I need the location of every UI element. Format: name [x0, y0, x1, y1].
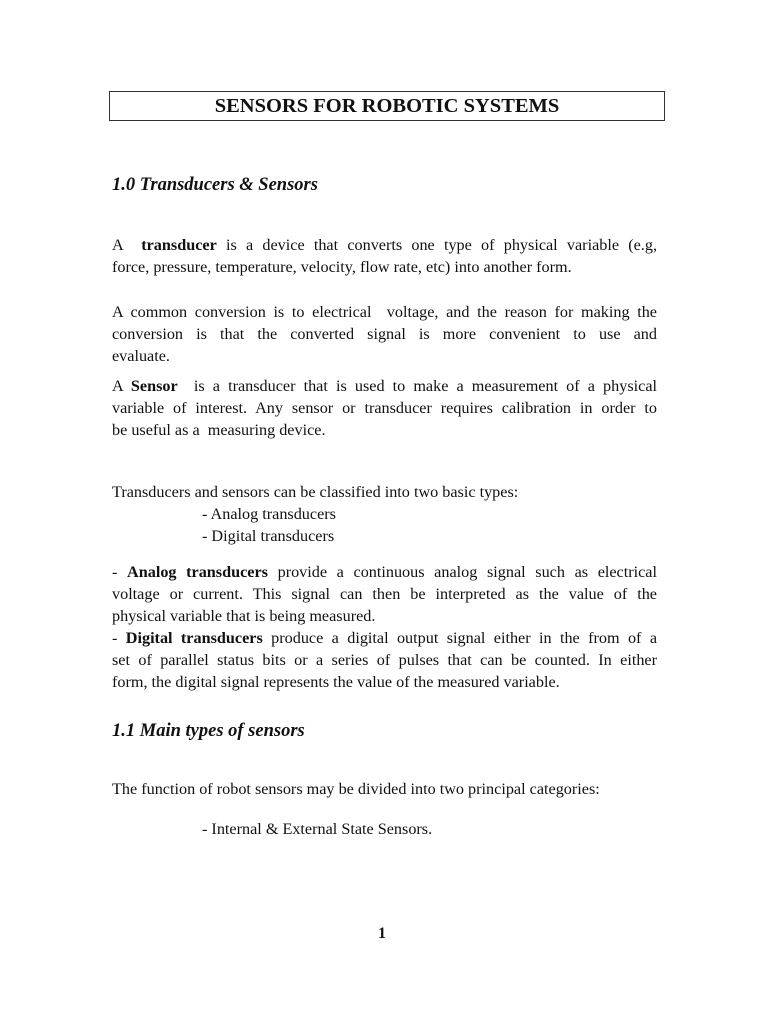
- text-run: is a transducer that is used to make a measurement of a physical: [177, 377, 657, 395]
- text-line: [112, 301, 657, 323]
- text-run: Transducers and sensors can be classified into two basic types:: [112, 483, 519, 501]
- text-line: [112, 256, 657, 278]
- text-run: The function of robot sensors may be divided into two principal categories:: [112, 780, 600, 798]
- text-line: [112, 397, 657, 419]
- text-line: [112, 345, 657, 367]
- text-run: physical variable that is being measured.: [112, 607, 376, 625]
- text-line: [112, 481, 657, 503]
- text-line: [112, 323, 657, 345]
- bold-term: Sensor: [130, 377, 178, 395]
- text-run: be useful as a measuring device.: [112, 421, 326, 439]
- text-run: A: [112, 377, 131, 395]
- list-item-state-sensors: - Internal & External State Sensors.: [202, 820, 433, 838]
- text-line: [112, 419, 657, 441]
- text-run: variable of interest. Any sensor or transducer requires calibration in order to: [112, 399, 657, 417]
- text-line: [112, 375, 657, 397]
- text-run: A common conversion is to electrical voltage, and the reason for making the: [112, 303, 657, 321]
- text-run: set of parallel status bits or a series of pulses that can be counted. In either: [112, 651, 657, 669]
- paragraph-classification: [112, 481, 657, 503]
- text-run: -: [112, 629, 126, 647]
- text-run: voltage or current. This signal can then be interpreted as the value of the: [112, 585, 657, 603]
- text-run: conversion is that the converted signal is more convenient to use and: [112, 325, 657, 343]
- list-item-analog: - Analog transducers: [202, 505, 336, 523]
- text-run: -: [112, 563, 128, 581]
- list-item-digital: - Digital transducers: [202, 527, 335, 545]
- bold-term: Analog transducers: [127, 563, 268, 581]
- paragraph-common-conversion: [112, 301, 657, 367]
- text-line: [112, 649, 657, 671]
- text-run: A: [112, 236, 142, 254]
- bold-term: transducer: [141, 236, 217, 254]
- text-run: evaluate.: [112, 347, 170, 365]
- bold-term: Digital transducers: [125, 629, 263, 647]
- paragraph-sensor-definition: [112, 375, 657, 441]
- paragraph-transducer-definition: [112, 234, 657, 278]
- text-run: produce a digital output signal either in the from of a: [262, 629, 658, 647]
- document-title: SENSORS FOR ROBOTIC SYSTEMS: [109, 91, 665, 121]
- text-line: [112, 605, 657, 627]
- page-number: 1: [378, 925, 386, 942]
- text-line: [112, 671, 657, 693]
- section-heading-1-1: 1.1 Main types of sensors: [112, 721, 305, 741]
- section-heading-1-0: 1.0 Transducers & Sensors: [112, 175, 318, 195]
- text-line: [112, 778, 657, 800]
- text-line: [112, 561, 657, 583]
- text-line: [112, 627, 657, 649]
- text-run: force, pressure, temperature, velocity, flow rate, etc) into another form.: [112, 258, 572, 276]
- text-line: [112, 583, 657, 605]
- paragraph-robot-sensor-function: [112, 778, 657, 800]
- text-run: is a device that converts one type of physical variable (e.g,: [216, 236, 657, 254]
- text-run: provide a continuous analog signal such as electrical: [267, 563, 657, 581]
- text-line: [112, 234, 657, 256]
- paragraph-transducer-types: [112, 561, 657, 693]
- text-run: form, the digital signal represents the value of the measured variable.: [112, 673, 560, 691]
